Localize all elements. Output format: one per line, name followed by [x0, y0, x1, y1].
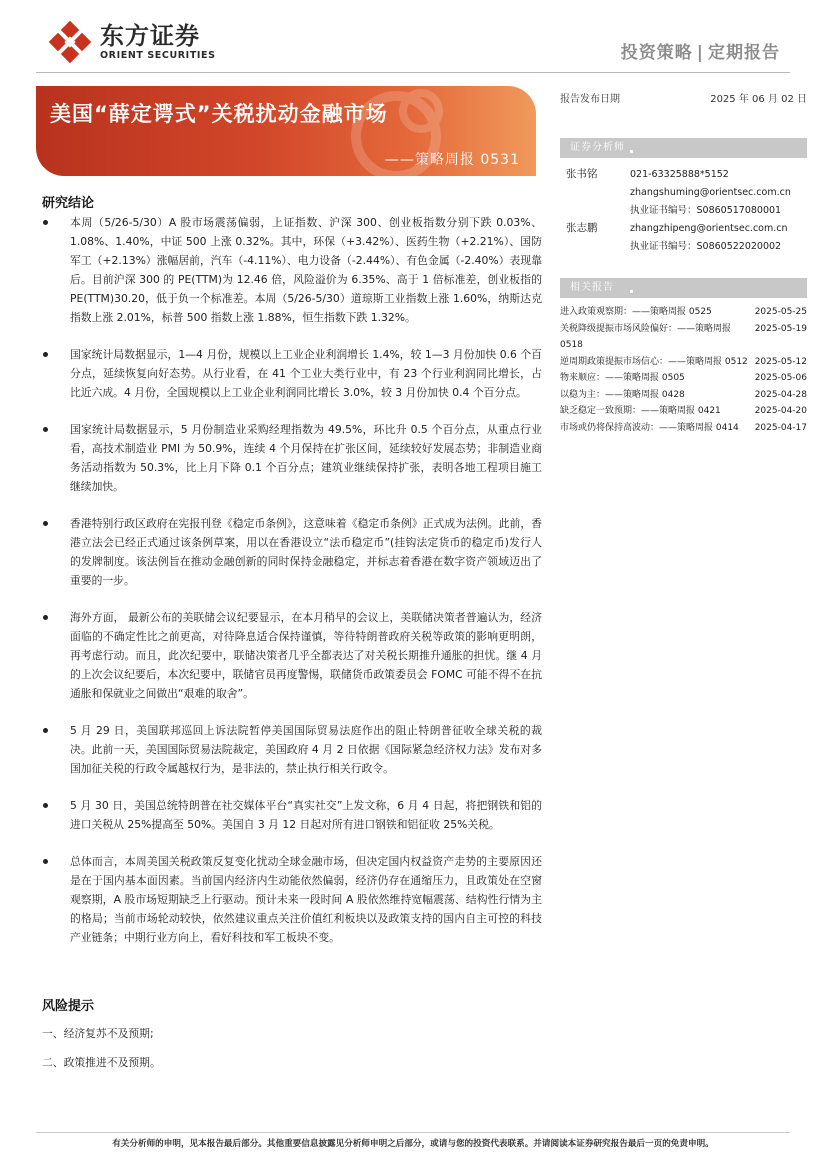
related-report-date: 2025-04-28 — [754, 389, 807, 400]
related-report-item[interactable] — [560, 304, 807, 321]
related-report-title: 缺乏稳定一致预期：——策略周报 0421 — [560, 406, 721, 416]
research-bullet: 国家统计局数据显示，1—4 月份，规模以上工业企业利润增长 1.4%，较 1—3 月份加快 0.6 个百分点，延续恢复向好态势。从行业看，在 41 个工业大类行业中，有 23 个行业利润同比增长，占比近六成。4 月份，全国规模以上工业企业利润同比增长 3.0%，较 3 月份加快 0.4 个百分点。 — [42, 345, 542, 402]
related-reports-list — [560, 304, 807, 436]
analyst-name: 张志鹏 — [566, 222, 598, 234]
report-subtitle: ——策略周报 0531 — [384, 152, 520, 168]
research-bullet: 香港特别行政区政府在宪报刊登《稳定币条例》，这意味着《稳定币条例》正式成为法例。此前，香港立法会已经正式通过该条例草案，用以在香港设立“法币稳定币”(挂钩法定货币的稳定币)发行人的发牌制度。该法例旨在推动金融创新的同时保持金融稳定，并标志着香港在数字资产领域迈出了重要的一步。 — [42, 514, 542, 590]
orient-logo-icon — [48, 20, 92, 64]
research-conclusion-heading: 研究结论 — [42, 196, 95, 211]
category-periodic-report: 定期报告 — [708, 43, 780, 63]
related-report-item[interactable] — [560, 321, 807, 354]
analyst-email[interactable]: zhangshuming@orientsec.com.cn — [630, 187, 791, 198]
related-report-date: 2025-05-12 — [754, 356, 807, 367]
analyst-item — [566, 220, 806, 256]
logo-en-text: ORIENT SECURITIES — [100, 50, 216, 61]
research-bullet: 海外方面， 最新公布的美联储会议纪要显示，在本月稍早的会议上，美联储决策者普遍认为，经济面临的不确定性比之前更高，对待降息适合保持谨慎，等待特朗普政府关税等政策的影响更明朗，再考虑行动。而且，此次纪要中，联储决策者几乎全都表达了对关税长期推升通胀的担忧。继 4 月的上次会议纪要后，本次纪要中，联储官员再度警惕，联储货币政策委员会 FOMC 可能不得不在抗通胀和保就业之间做出“艰难的取舍”。 — [42, 608, 542, 703]
analysts-heading: 证券分析师 — [560, 138, 807, 158]
footer-disclaimer: 有关分析师的申明，见本报告最后部分。其他重要信息披露见分析师申明之后部分，或请与您的投资代表联系。并请阅读本证券研究报告最后一页的免责申明。 — [112, 1139, 714, 1149]
related-report-item[interactable] — [560, 370, 807, 387]
risk-item: 一、经济复苏不及预期; — [42, 1027, 154, 1040]
report-date-label: 报告发布日期 — [560, 94, 620, 105]
report-date — [560, 90, 807, 105]
analyst-name: 张书铭 — [566, 168, 598, 180]
analyst-phone: 021-63325888*5152 — [630, 169, 729, 180]
header-divider — [36, 72, 790, 73]
research-bullet: 总体而言，本周美国关税政策反复变化扰动全球金融市场，但决定国内权益资产走势的主要原因还是在于国内基本面因素。当前国内经济内生动能依然偏弱，经济仍存在通缩压力，且政策处在空窗观察期，A 股市场短期缺乏上行驱动。预计未来一段时间 A 股依然维持宽幅震荡、结构性行情为主的格局；当前市场轮动较快，依然建议重点关注价值红利板块以及政策支持的国内自主可控的科技产业链条；中期行业方向上，看好科技和军工板块不变。 — [42, 852, 542, 947]
report-date-value: 2025 年 06 月 02 日 — [710, 94, 807, 105]
related-report-item[interactable] — [560, 354, 807, 371]
category-invest-strategy: 投资策略 — [620, 43, 693, 63]
related-report-date: 2025-05-19 — [754, 323, 807, 334]
related-report-title: 进入政策观察期：——策略周报 0525 — [560, 307, 712, 317]
related-heading: 相关报告 — [560, 278, 807, 298]
related-report-date: 2025-04-20 — [754, 406, 807, 416]
footer-divider — [36, 1132, 790, 1133]
related-report-title: 市场或仍将保持高波动：——策略周报 0414 — [560, 422, 739, 433]
analyst-cert: 执业证书编号：S0860517080001 — [630, 205, 782, 216]
report-category: 投资策略 | 定期报告 — [620, 43, 780, 63]
analyst-item — [566, 166, 806, 220]
risk-item: 二、政策推进不及预期。 — [42, 1056, 161, 1069]
analyst-email[interactable]: zhangzhipeng@orientsec.com.cn — [630, 223, 788, 234]
company-logo — [48, 20, 216, 64]
related-report-date: 2025-05-06 — [754, 373, 807, 383]
related-report-item[interactable] — [560, 403, 807, 420]
risk-heading: 风险提示 — [42, 999, 95, 1014]
related-report-item[interactable] — [560, 387, 807, 404]
analyst-list — [566, 166, 806, 256]
research-bullet: 国家统计局数据显示，5 月份制造业采购经理指数为 49.5%，环比升 0.5 个百分点，从重点行业看，高技术制造业 PMI 为 50.9%，连续 4 个月保持在扩张区间，延续较好发展态势；非制造业商务活动指数为 50.3%，比上月下降 0.1 个百分点；建筑业继续保持扩张，表明各地工程项目施工继续加快。 — [42, 420, 542, 496]
related-report-item[interactable] — [560, 420, 807, 437]
research-bullet: 5 月 29 日，美国联邦巡回上诉法院暂停美国国际贸易法庭作出的阻止特朗普征收全球关税的裁决。此前一天，美国国际贸易法院裁定，美国政府 4 月 2 日依据《国际紧急经济权力法》发布对多国加征关税的行政令属越权行为，是非法的，禁止执行相关行政令。 — [42, 721, 542, 778]
related-report-date: 2025-04-17 — [754, 422, 807, 433]
research-bullets — [42, 213, 542, 965]
title-banner — [36, 86, 536, 176]
related-report-title: 关税降级提振市场风险偏好：——策略周报 0518 — [560, 323, 732, 350]
related-report-title: 以稳为主：——策略周报 0428 — [560, 389, 685, 400]
analyst-cert: 执业证书编号：S0860522020002 — [630, 241, 782, 252]
logo-cn-text: 东方证券 — [100, 22, 200, 50]
related-report-title: 逆周期政策提振市场信心：——策略周报 0512 — [560, 356, 748, 367]
related-report-title: 物来顺应：——策略周报 0505 — [560, 373, 685, 383]
related-report-date: 2025-05-25 — [754, 307, 807, 317]
research-bullet: 5 月 30 日，美国总统特朗普在社交媒体平台“真实社交”上发文称，6 月 4 日起，将把钢铁和铝的进口关税从 25%提高至 50%。美国自 3 月 12 日起对所有进口钢铁和铝征收 25%关税。 — [42, 796, 542, 834]
report-title: 美国“薛定谔式”关税扰动金融市场 — [50, 102, 388, 126]
research-bullet: 本周（5/26-5/30）A 股市场震荡偏弱，上证指数、沪深 300、创业板指数分别下跌 0.03%、1.08%、1.40%，中证 500 上涨 0.32%。其中，环保（+3.42%）、医药生物（+2.21%）、国防军工（+2.13%）涨幅居前，汽车（-4.11%）、电力设备（-2.44%）、有色金属（-2.40%）表现靠后。目前沪深 300 的 PE(TTM)为 12.46 倍，风险溢价为 6.35%、高于 1 倍标准差，创业板指的 PE(TTM)30.20，低于负一个标准差。本周（5/26-5/30）道琼斯工业指数上涨 1.60%，纳斯达克指数上涨 2.01%，标普 500 指数上涨 1.88%，恒生指数下跌 1.32%。 — [42, 213, 542, 327]
